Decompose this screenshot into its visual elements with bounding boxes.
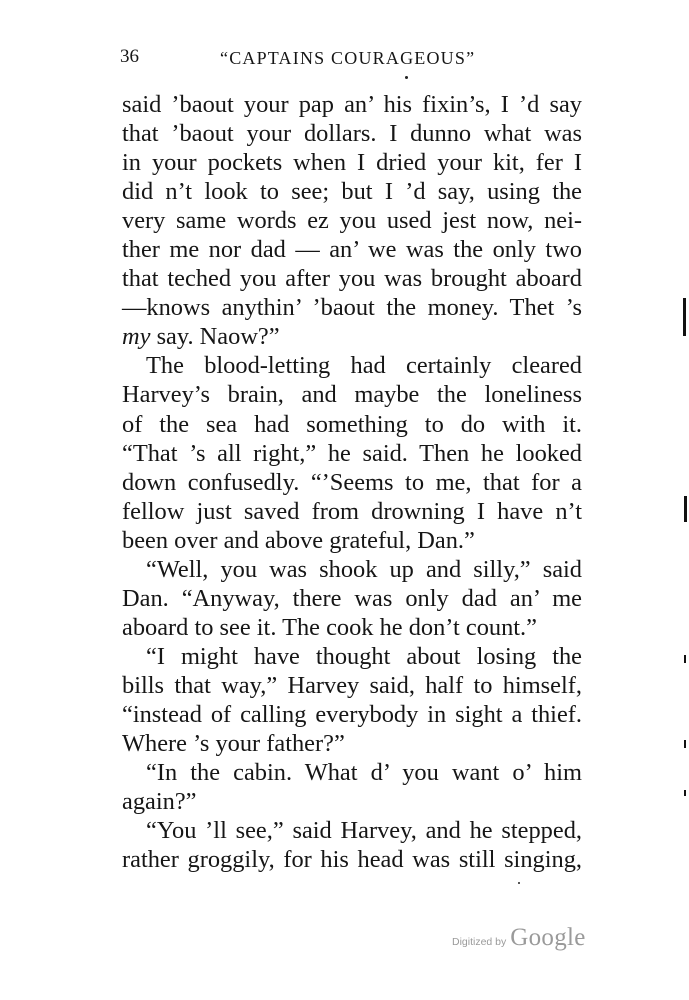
scan-edge-mark bbox=[684, 740, 686, 748]
text-line: —knows anythin’ ’baout the money. Thet ’s bbox=[122, 294, 582, 322]
text-line: “That ’s all right,” he said. Then he looked bbox=[122, 439, 582, 467]
watermark-prefix: Digitized by bbox=[452, 936, 507, 948]
text-line: of the sea had something to do with it. bbox=[122, 410, 582, 438]
italic-word: my bbox=[122, 323, 151, 351]
text-line bbox=[122, 322, 582, 351]
text-line: ther me nor dad — an’ we was the only two bbox=[122, 236, 582, 264]
scan-edge-mark bbox=[684, 790, 686, 796]
text-line: fellow just saved from drowning I have n’t bbox=[122, 497, 582, 525]
text-line: bills that way,” Harvey said, half to himself, bbox=[122, 671, 582, 699]
scan-edge-mark bbox=[684, 496, 687, 522]
text-line: been over and above grateful, Dan.” bbox=[122, 526, 475, 554]
page-number: 36 bbox=[120, 46, 139, 67]
text-line: that ’baout your dollars. I dunno what was bbox=[122, 120, 582, 148]
text-line: in your pockets when I dried your kit, fer I bbox=[122, 149, 582, 177]
running-title: “CAPTAINS COURAGEOUS” bbox=[220, 48, 476, 68]
paragraph-start-line: “I might have thought about losing the bbox=[146, 642, 582, 670]
text-line: “instead of calling everybody in sight a thief. bbox=[122, 700, 582, 728]
text-line: Harvey’s brain, and maybe the loneliness bbox=[122, 381, 582, 409]
text-line: Dan. “Anyway, there was only dad an’ me bbox=[122, 584, 582, 612]
text-line: again?” bbox=[122, 788, 197, 816]
text-line: Where ’s your father?” bbox=[122, 730, 345, 758]
digitized-by-google-watermark bbox=[452, 924, 586, 952]
text-line: aboard to see it. The cook he don’t count.” bbox=[122, 613, 537, 641]
text-line: did n’t look to see; but I ’d say, using the bbox=[122, 178, 582, 206]
scan-edge-mark bbox=[684, 655, 686, 663]
paragraph-start-line: “You ’ll see,” said Harvey, and he stepped, bbox=[146, 817, 582, 845]
ink-speck bbox=[518, 882, 520, 884]
scan-edge-mark bbox=[683, 298, 686, 336]
ink-speck bbox=[405, 76, 408, 79]
paragraph-start-line: The blood-letting had certainly cleared bbox=[146, 352, 582, 380]
paragraph-start-line: “In the cabin. What d’ you want o’ him bbox=[146, 759, 582, 787]
text-line: said ’baout your pap an’ his fixin’s, I ’d say bbox=[122, 91, 582, 118]
text-line: very same words ez you used jest now, nei- bbox=[122, 207, 582, 235]
page-header bbox=[120, 46, 580, 76]
google-logo: Google bbox=[510, 924, 586, 951]
body-text bbox=[122, 90, 582, 874]
text-line: rather groggily, for his head was still singing, bbox=[122, 846, 582, 874]
text-line: that teched you after you was brought aboard bbox=[122, 265, 582, 293]
text-line: down confusedly. “’Seems to me, that for a bbox=[122, 468, 582, 496]
text-line-rest: say. Naow?” bbox=[156, 323, 280, 351]
paragraph-start-line: “Well, you was shook up and silly,” said bbox=[146, 555, 582, 583]
